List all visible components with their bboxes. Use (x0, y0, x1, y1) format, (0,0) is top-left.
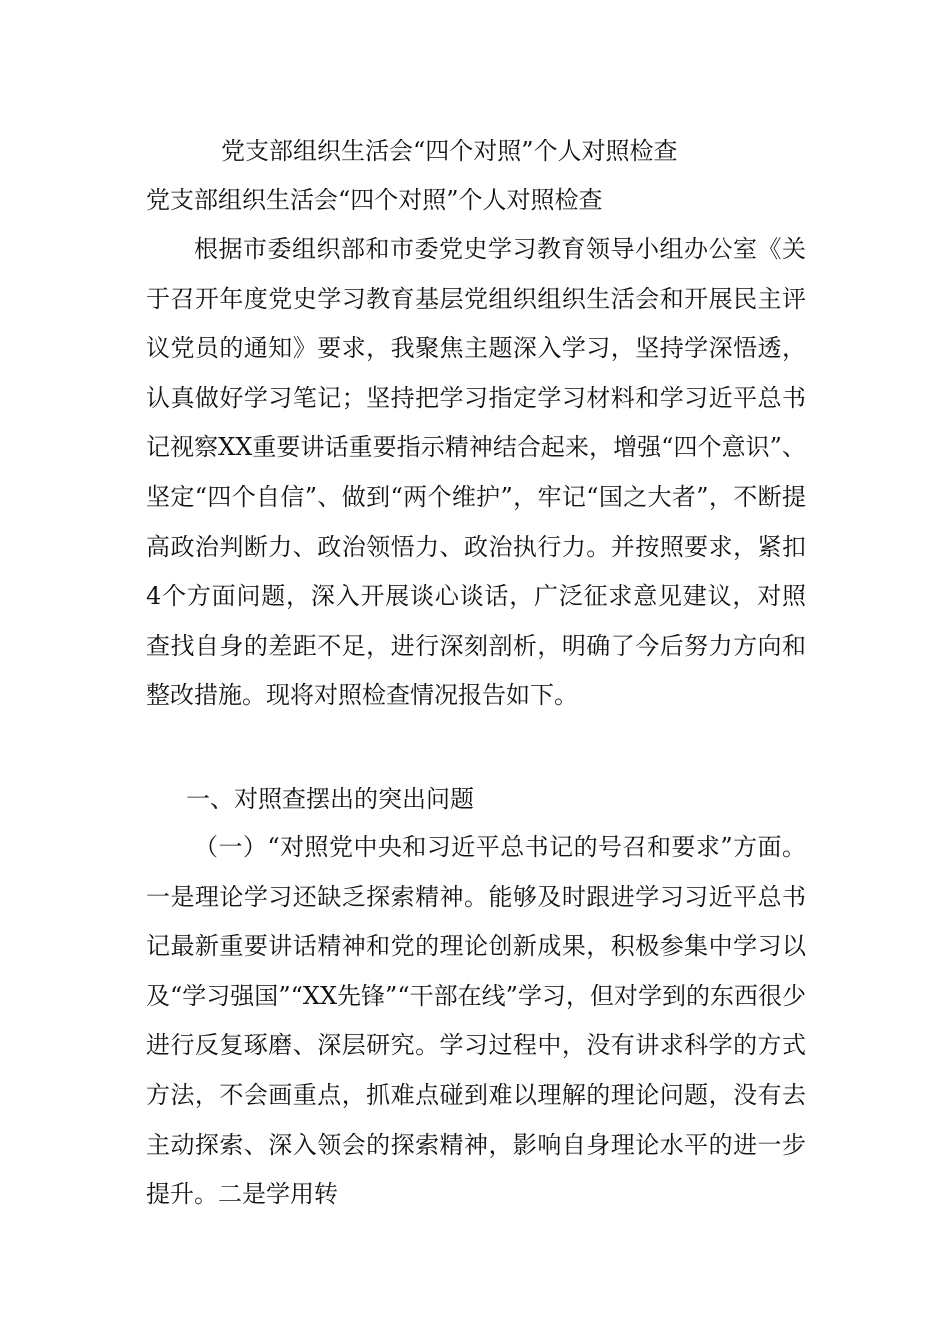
section-paragraph: （一）“对照党中央和习近平总书记的号召和要求”方面。一是理论学习还缺乏探索精神。能够及时跟进学习习近平总书记最新重要讲话精神和党的理论创新成果，积极参集中学习以及“学习强国”“XX先锋”“干部在线”学习，但对学到的东西很少进行反复琢磨、深层研究。学习过程中，没有讲求科学的方式方法，不会画重点，抓难点碰到难以理解的理论问题，没有去主动探索、深入领会的探索精神，影响自身理论水平的进一步提升。二是学用转 (146, 833, 806, 1209)
document-subtitle: 党支部组织生活会“四个对照”个人对照检查 (146, 186, 603, 214)
section-heading: 一、对照查摆出的突出问题 (186, 785, 474, 813)
document-title: 党支部组织生活会“四个对照”个人对照检查 (221, 137, 678, 165)
intro-paragraph: 根据市委组织部和市委党史学习教育领导小组办公室《关于召开年度党史学习教育基层党组织组织生活会和开展民主评议党员的通知》要求，我聚焦主题深入学习，坚持学深悟透，认真做好学习笔记；坚持把学习指定学习材料和学习近平总书记视察XX重要讲话重要指示精神结合起来，增强“四个意识”、坚定“四个自信”、做到“两个维护”，牢记“国之大者”，不断提高政治判断力、政治领悟力、政治执行力。并按照要求，紧扣4个方面问题，深入开展谈心谈话，广泛征求意见建议，对照查找自身的差距不足，进行深刻剖析，明确了今后努力方向和整改措施。现将对照检查情况报告如下。 (146, 235, 806, 710)
